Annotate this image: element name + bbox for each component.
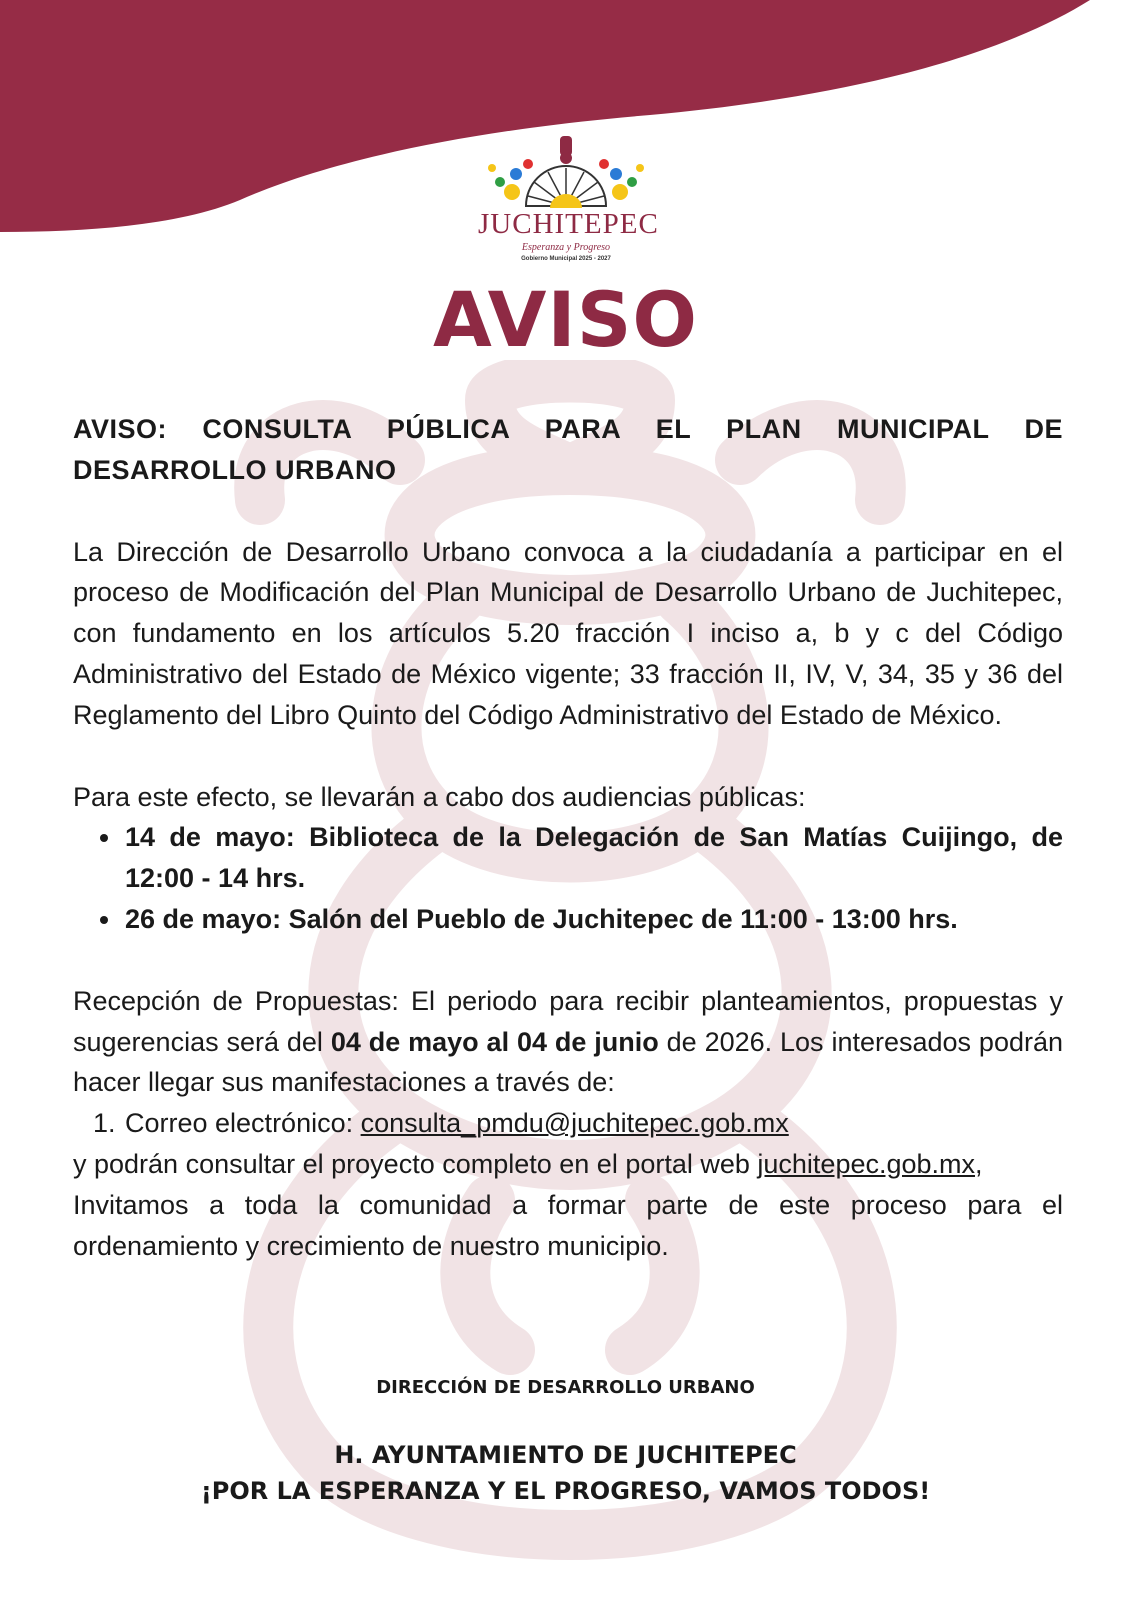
- logo-government-period: Gobierno Municipal 2025 - 2027: [521, 256, 611, 262]
- proposals-text-before: Recepción de Propuestas: El periodo para recibir planteamientos, propuestas y sugerencias será del: [73, 985, 1063, 1057]
- portal-suffix: ,: [975, 1148, 983, 1179]
- sun-flower-icon: [478, 134, 654, 214]
- proposals-text-after: de 2026. Los interesados podrán hacer llegar sus manifestaciones a través de:: [73, 1026, 1063, 1098]
- portal-paragraph: [73, 1144, 1063, 1185]
- channels-list: [73, 1103, 1063, 1144]
- email-link[interactable]: consulta_pmdu@juchitepec.gob.mx: [360, 1108, 789, 1139]
- hearings-intro: Para este efecto, se llevarán a cabo dos audiencias públicas:: [73, 781, 806, 812]
- page-title: AVISO: [432, 275, 699, 364]
- notice-intro: La Dirección de Desarrollo Urbano convoca a la ciudadanía a participar en el proceso de Modificación del Plan Municipal de Desarrollo Urbano de Juchitepec, con fundamento en los artículos 5.20 fracción I inciso a, b y c del Código Administrativo del Estado de México vigente; 33 fracción II, IV, V, 34, 35 y 36 del Reglamento del Libro Quinto del Código Administrativo del Estado de México.: [73, 536, 1063, 730]
- juchitepec-logo: [478, 134, 659, 270]
- closing-paragraph: Invitamos a toda la comunidad a formar parte de este proceso para el ordenamiento y crecimiento de nuestro municipio.: [73, 1189, 1063, 1261]
- channel-item: [123, 1103, 1063, 1144]
- hearing-item: • 14 de mayo: Biblioteca de la Delegación de San Matías Cuijingo, de 12:00 - 14 hrs.: [123, 817, 1063, 899]
- footer-motto: ¡POR LA ESPERANZA Y EL PROGRESO, VAMOS TODOS!: [200, 1477, 931, 1505]
- hearing-item: • 26 de mayo: Salón del Pueblo de Juchitepec de 11:00 - 13:00 hrs.: [123, 899, 1063, 940]
- portal-text: y podrán consultar el proyecto completo en el portal web: [73, 1148, 758, 1179]
- proposals-period: 04 de mayo al 04 de junio: [330, 1026, 659, 1057]
- logo-subtitle: Esperanza y Progreso: [521, 242, 611, 253]
- proposals-paragraph: [73, 981, 1063, 1103]
- footer-department: DIRECCIÓN DE DESARROLLO URBANO: [376, 1377, 755, 1398]
- portal-link[interactable]: juchitepec.gob.mx: [757, 1148, 976, 1179]
- hearings-list: [73, 817, 1063, 939]
- footer-organization: H. AYUNTAMIENTO DE JUCHITEPEC: [334, 1441, 797, 1469]
- logo-title: JUCHITEPEC: [478, 208, 659, 240]
- notice-body: [73, 409, 1063, 1266]
- channel-label: Correo electrónico:: [125, 1108, 361, 1139]
- notice-heading: AVISO: CONSULTA PÚBLICA PARA EL PLAN MUNICIPAL DE DESARROLLO URBANO: [73, 414, 1063, 485]
